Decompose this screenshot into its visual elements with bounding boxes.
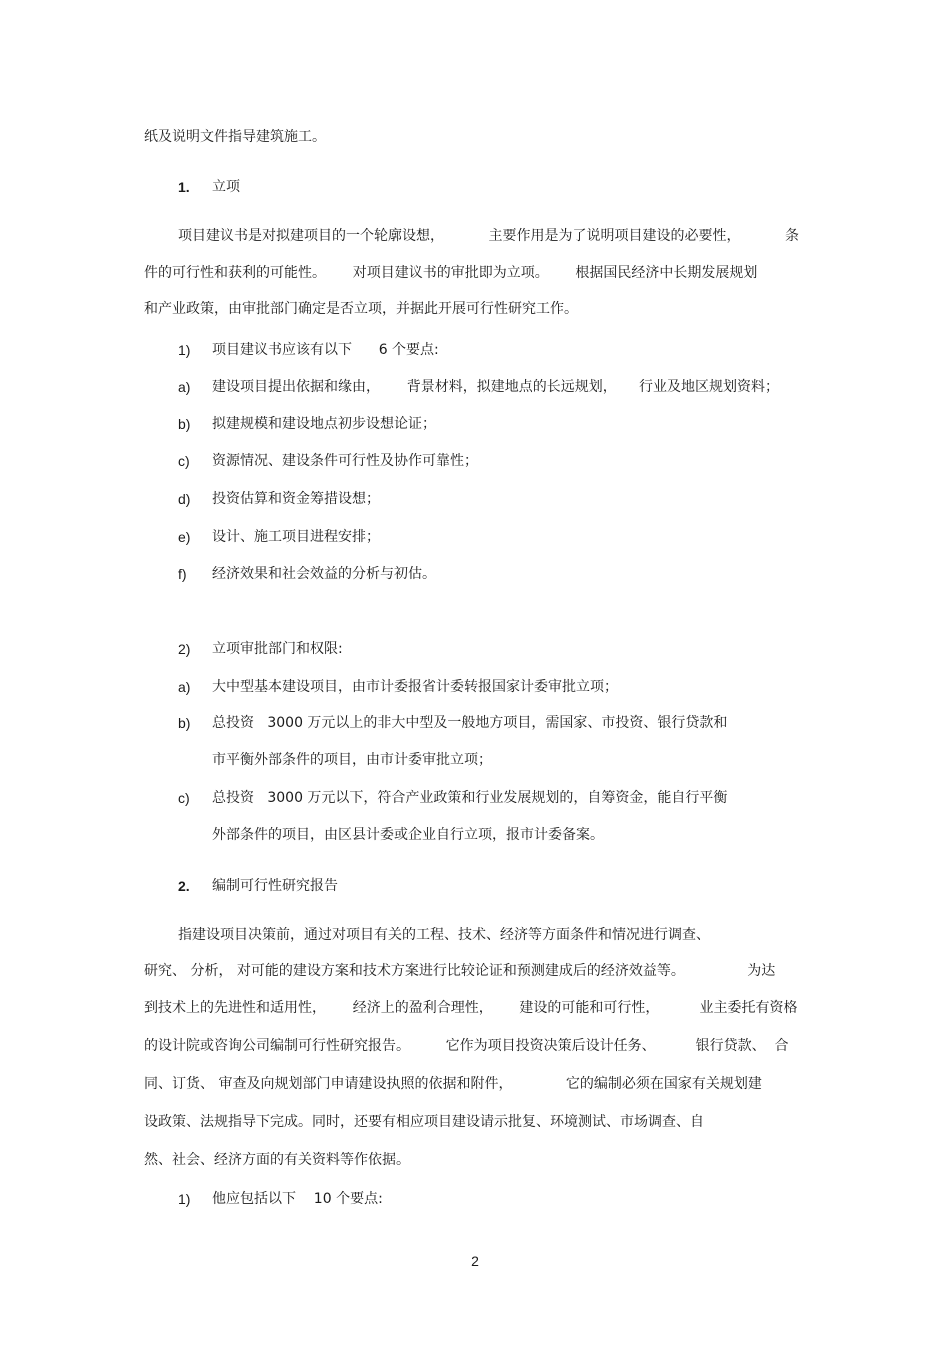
section-1-paragraph-line: 件的可行性和获利的可能性。 对项目建议书的审批即为立项。 根据国民经济中长期发展规划 [144,265,758,281]
list-item-marker: c) [178,790,190,806]
section-2-paragraph-line: 然、社会、经济方面的有关资料等作依据。 [144,1152,410,1168]
list-item-marker: e) [178,529,191,545]
section-1-paragraph-line: 和产业政策，由审批部门确定是否立项，并据此开展可行性研究工作。 [144,301,578,317]
section-2-paragraph-line: 设政策、法规指导下完成。同时，还要有相应项目建设请示批复、环境测试、市场调查、自 [144,1114,704,1130]
list-item-text: 大中型基本建设项目，由市计委报省计委转报国家计委审批立项； [212,679,618,695]
list-item-marker: a) [178,379,191,395]
list-item-text: 外部条件的项目，由区县计委或企业自行立项，报市计委备案。 [212,827,604,843]
section-2-paragraph-line: 研究、 分析， 对可能的建设方案和技术方案进行比较论证和预测建成后的经济效益等。 为达 [144,963,776,979]
list-item-marker: f) [178,566,187,582]
list-item-text: 经济效果和社会效益的分析与初估。 [212,566,436,582]
section-1-paragraph-line: 项目建议书是对拟建项目的一个轮廓设想， 主要作用是为了说明项目建设的必要性， 条 [178,228,800,244]
list-item-marker: b) [178,715,191,731]
list-item-marker: b) [178,416,191,432]
section-1-title: 立项 [212,179,240,195]
list-item-text: 资源情况、建设条件可行性及协作可靠性； [212,453,478,469]
subsection-2-marker: 2) [178,641,191,657]
continuation-text: 纸及说明文件指导建筑施工。 [144,129,326,145]
subsection-1-text: 他应包括以下 10 个要点: [212,1191,383,1207]
list-item-text: 总投资 3000 万元以上的非大中型及一般地方项目，需国家、市投资、银行贷款和 [212,715,728,731]
list-item-marker: c) [178,453,190,469]
subsection-1-marker: 1) [178,1191,191,1207]
list-item-text: 设计、施工项目进程安排； [212,529,380,545]
list-item-marker: d) [178,491,191,507]
section-2-title: 编制可行性研究报告 [212,878,338,894]
list-item-text: 市平衡外部条件的项目，由市计委审批立项； [212,752,492,768]
section-2-paragraph-line: 到技术上的先进性和适用性， 经济上的盈利合理性， 建设的可能和可行性， 业主委托有资格 [144,1000,798,1016]
section-1-number: 1. [178,179,190,195]
list-item-text: 建设项目提出依据和缘由， 背景材料，拟建地点的长远规划， 行业及地区规划资料； [212,379,779,395]
subsection-2-text: 立项审批部门和权限: [212,641,343,657]
section-2-paragraph-line: 的设计院或咨询公司编制可行性研究报告。 它作为项目投资决策后设计任务、 银行贷款、 合 [144,1038,789,1054]
list-item-marker: a) [178,679,191,695]
section-2-paragraph-line: 同、订货、 审查及向规划部门申请建设执照的依据和附件， 它的编制必须在国家有关规划建 [144,1076,762,1092]
page-number: 2 [471,1253,479,1269]
subsection-1-marker: 1) [178,342,191,358]
section-2-paragraph-line: 指建设项目决策前，通过对项目有关的工程、技术、经济等方面条件和情况进行调查、 [178,927,710,943]
list-item-text: 总投资 3000 万元以下，符合产业政策和行业发展规划的，自筹资金，能自行平衡 [212,790,728,806]
list-item-text: 投资估算和资金筹措设想； [212,491,380,507]
subsection-1-text: 项目建议书应该有以下 6 个要点: [212,342,439,358]
section-2-number: 2. [178,878,190,894]
list-item-text: 拟建规模和建设地点初步设想论证； [212,416,436,432]
